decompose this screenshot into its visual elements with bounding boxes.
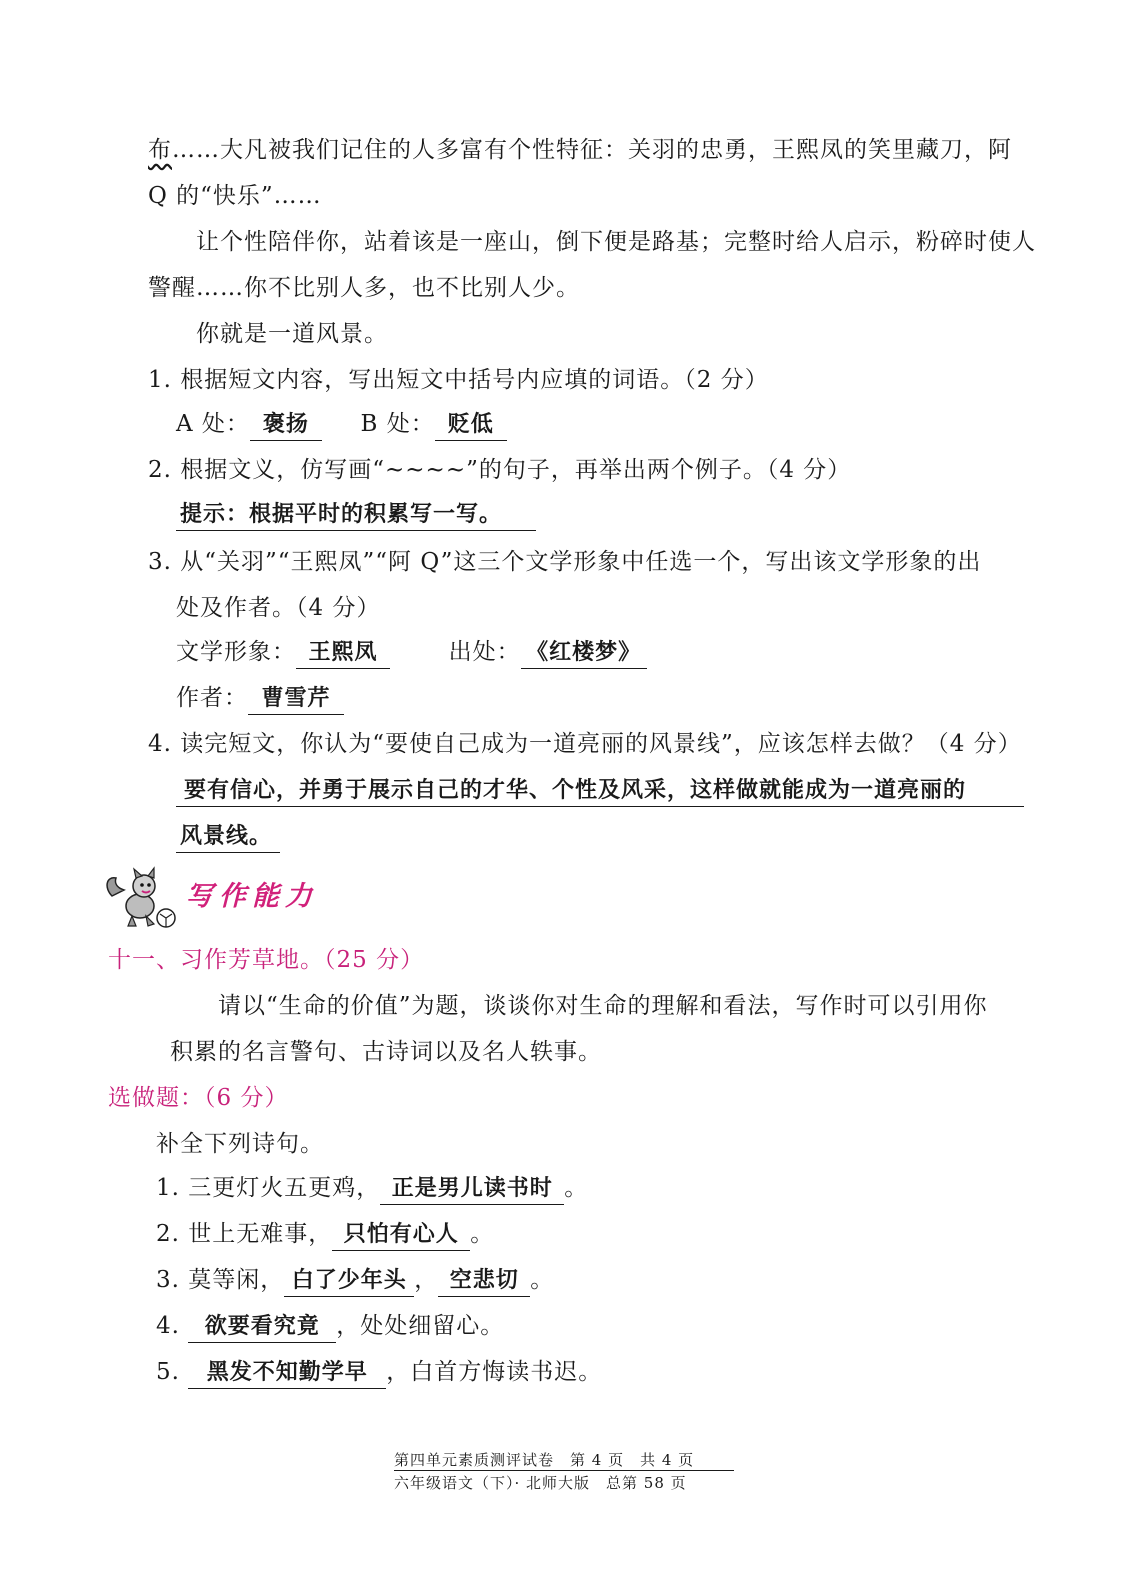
poem-item-4 <box>156 1310 504 1343</box>
poem-item-post: ，白首方悔读书迟。 <box>386 1359 603 1385</box>
question-4-text: 4. 读完短文，你认为“要使自己成为一道亮丽的风景线”，应该怎样去做？（4 分） <box>148 731 1022 757</box>
question-1-answers <box>176 408 507 441</box>
poem-item-pre: 世上无难事， <box>188 1221 333 1247</box>
question-3-text-line-1: 3. 从“关羽”“王熙凤”“阿 Q”这三个文学形象中任选一个，写出该文学形象的出 <box>148 549 982 575</box>
poem-item-answer-2: 空悲切 <box>438 1266 530 1297</box>
writing-prompt-line-1: 请以“生命的价值”为题，谈谈你对生命的理解和看法，写作时可以引用你 <box>218 993 988 1019</box>
wavy-underlined-char: 布 <box>148 137 172 163</box>
q3-source-answer: 《红楼梦》 <box>521 638 647 669</box>
passage-line-3: 让个性陪伴你，站着该是一座山，倒下便是路基；完整时给人启示，粉碎时使人 <box>196 229 1036 255</box>
q3-author-answer: 曹雪芹 <box>248 684 344 715</box>
poem-item-post: 。 <box>470 1221 495 1247</box>
poem-item-answer: 白了少年头 <box>284 1266 414 1297</box>
poem-item-2 <box>156 1218 494 1251</box>
passage-line-1 <box>148 134 1012 166</box>
poem-item-5 <box>156 1356 602 1389</box>
poem-item-pre: 三更灯火五更鸡， <box>188 1175 381 1201</box>
poem-item-answer: 正是男儿读书时 <box>380 1174 564 1205</box>
poem-item-mid: ， <box>414 1267 439 1293</box>
poem-item-answer: 欲要看究竟 <box>188 1312 336 1343</box>
fox-mascot-with-ball-icon <box>102 866 180 930</box>
q1-b-answer: 贬低 <box>435 410 507 441</box>
passage-line-1-text: ……大凡被我们记住的人多富有个性特征：关羽的忠勇，王熙凤的笑里藏刀，阿 <box>172 137 1012 163</box>
passage-line-5: 你就是一道风景。 <box>196 321 388 347</box>
question-4-answer-line-2 <box>176 820 280 853</box>
writing-item-title: 十一、习作芳草地。（25 分） <box>108 947 425 973</box>
question-3-figure-source <box>176 636 647 669</box>
q1-a-label: A 处： <box>176 411 250 437</box>
poem-item-post: 。 <box>564 1175 589 1201</box>
footer-line-2: 六年级语文（下）· 北师大版 总第 58 页 <box>394 1474 687 1492</box>
q2-answer: 提示：根据平时的积累写一写。 <box>176 500 536 531</box>
writing-prompt-line-2: 积累的名言警句、古诗词以及名人轶事。 <box>170 1039 602 1065</box>
optional-intro: 补全下列诗句。 <box>156 1131 324 1157</box>
poem-item-answer: 黑发不知勤学早 <box>188 1358 386 1389</box>
poem-item-pre: 莫等闲， <box>188 1267 285 1293</box>
q1-b-label: B 处： <box>360 411 435 437</box>
poem-item-number: 2. <box>156 1221 180 1247</box>
poem-item-post: 。 <box>530 1267 555 1293</box>
footer-divider <box>394 1470 734 1471</box>
passage-line-4: 警醒……你不比别人多，也不比别人少。 <box>148 275 580 301</box>
passage-line-2: Q 的“快乐”…… <box>148 183 322 209</box>
q4-answer-line-1: 要有信心，并勇于展示自己的才华、个性及风采，这样做就能成为一道亮丽的 <box>176 776 1024 807</box>
question-2-answer-line <box>176 498 536 531</box>
poem-item-number: 1. <box>156 1175 180 1201</box>
q3-figure-answer: 王熙凤 <box>296 638 390 669</box>
q3-source-label: 出处： <box>448 639 521 665</box>
poem-item-number: 4. <box>156 1313 180 1339</box>
poem-item-3 <box>156 1264 554 1297</box>
question-3-text-line-2: 处及作者。（4 分） <box>176 595 381 621</box>
question-1-text: 1. 根据短文内容，写出短文中括号内应填的词语。（2 分） <box>148 367 769 393</box>
question-3-author <box>176 682 344 715</box>
q1-a-answer: 褒扬 <box>250 410 322 441</box>
poem-item-number: 3. <box>156 1267 180 1293</box>
q4-answer-line-2: 风景线。 <box>176 822 280 853</box>
optional-title: 选做题：（6 分） <box>108 1085 289 1111</box>
poem-item-post: ，处处细留心。 <box>336 1313 505 1339</box>
question-2-text: 2. 根据文义，仿写画“~~~~”的句子，再举出两个例子。（4 分） <box>148 457 852 483</box>
footer-line-1: 第四单元素质测评试卷 第 4 页 共 4 页 <box>394 1451 695 1469</box>
section-heading-writing: 写作能力 <box>186 881 318 912</box>
q3-figure-label: 文学形象： <box>176 639 296 665</box>
q3-author-label: 作者： <box>176 685 248 711</box>
poem-item-answer: 只怕有心人 <box>332 1220 470 1251</box>
question-4-answer-line-1 <box>176 774 1024 807</box>
poem-item-number: 5. <box>156 1359 180 1385</box>
poem-item-1 <box>156 1172 588 1205</box>
